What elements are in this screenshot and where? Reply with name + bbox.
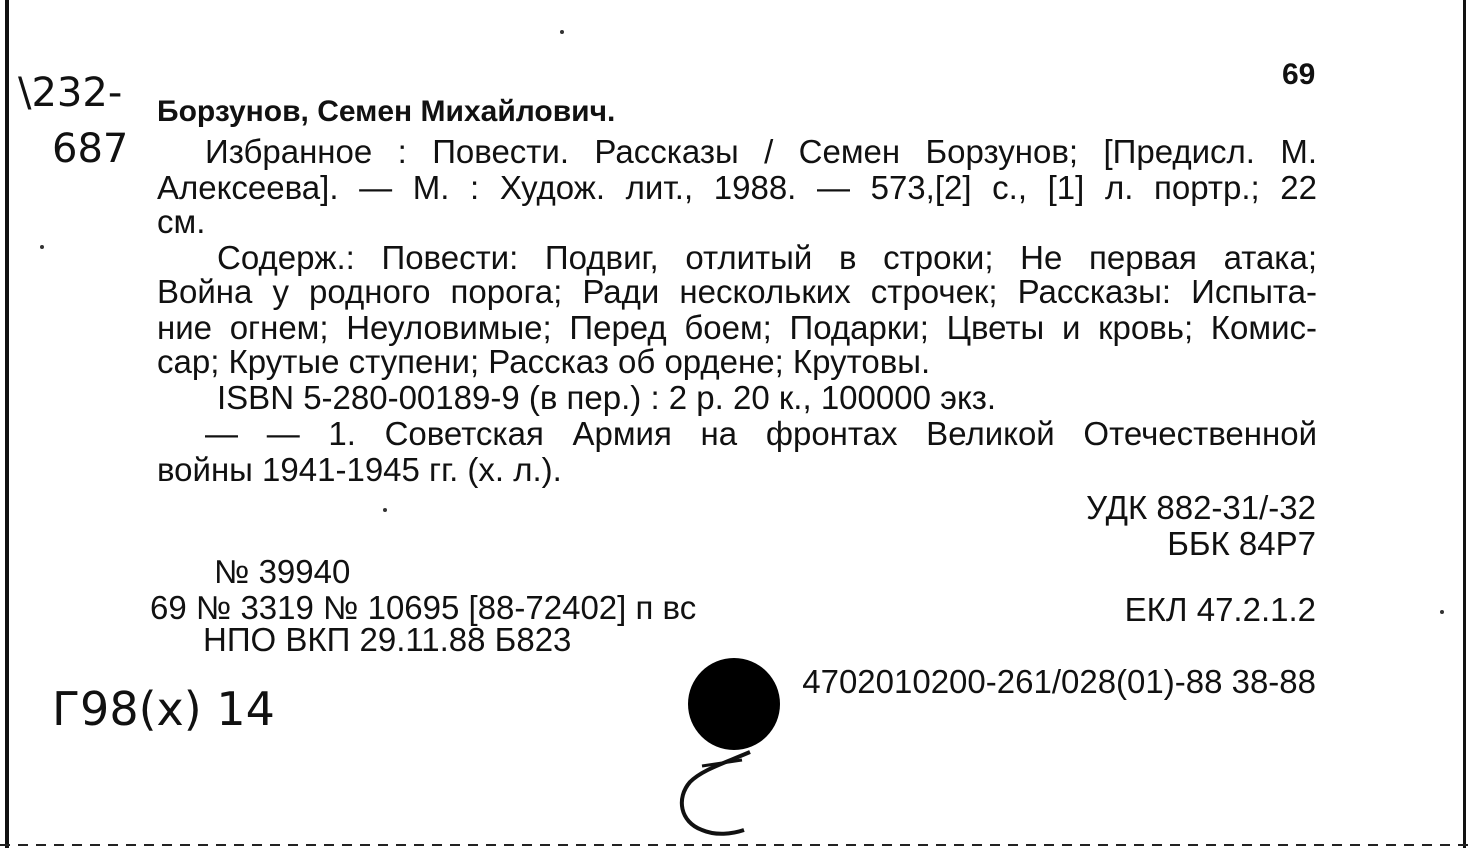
contents-line-3: ние огнем; Неуловимые; Перед боем; Подарки; Цветы и кровь; Комис-: [157, 309, 1317, 346]
speck: [383, 508, 387, 512]
speck: [40, 245, 44, 249]
classification-code: 4702010200-261/028(01)-88 38-88: [802, 663, 1316, 700]
handwritten-note: Г98(х) 14: [52, 682, 275, 736]
shelf-mark-line2: 687: [52, 126, 129, 172]
subject-line-1: — — 1. Советская Армия на фронтах Великой Отечественной: [205, 415, 1317, 452]
author-heading: Борзунов, Семен Михайлович.: [157, 95, 616, 128]
contents-line-4: сар; Крутые ступени; Рассказ об ордене; Крутовы.: [157, 343, 931, 380]
bbk-code: ББК 84Р7: [1167, 525, 1316, 562]
record-number: № 39940: [214, 553, 351, 590]
description-line-1: Избранное : Повести. Рассказы / Семен Борзунов; [Предисл. М.: [205, 133, 1317, 170]
card-right-border: [1463, 0, 1466, 848]
page-number: 69: [1282, 58, 1316, 91]
punch-hole: [688, 658, 780, 750]
ekl-code: ЕКЛ 47.2.1.2: [1124, 591, 1316, 628]
npo-line: НПО ВКП 29.11.88 Б823: [203, 621, 572, 658]
shelf-mark-line1: \232-: [18, 70, 123, 116]
speck: [1440, 610, 1444, 614]
udk-code: УДК 882-31/-32: [1086, 489, 1316, 526]
description-line-2: Алексеева]. — М. : Худож. лит., 1988. — 573,[2] с., [1] л. портр.; 22: [157, 169, 1317, 206]
description-line-3: см.: [157, 203, 206, 240]
subject-line-2: войны 1941-1945 гг. (х. л.).: [157, 451, 562, 488]
print-info: 69 № 3319 № 10695 [88-72402] п вс: [150, 589, 697, 626]
card-bottom-edge: [0, 844, 1472, 846]
card-left-border: [5, 0, 9, 848]
ink-scribble: [672, 742, 772, 842]
contents-line-1: Содерж.: Повести: Подвиг, отлитый в строки; Не первая атака;: [217, 239, 1317, 276]
isbn-line: ISBN 5-280-00189-9 (в пер.) : 2 р. 20 к., 100000 экз.: [217, 379, 997, 416]
speck: [560, 30, 564, 34]
contents-line-2: Война у родного порога; Ради нескольких строчек; Рассказы: Испыта-: [157, 273, 1317, 310]
